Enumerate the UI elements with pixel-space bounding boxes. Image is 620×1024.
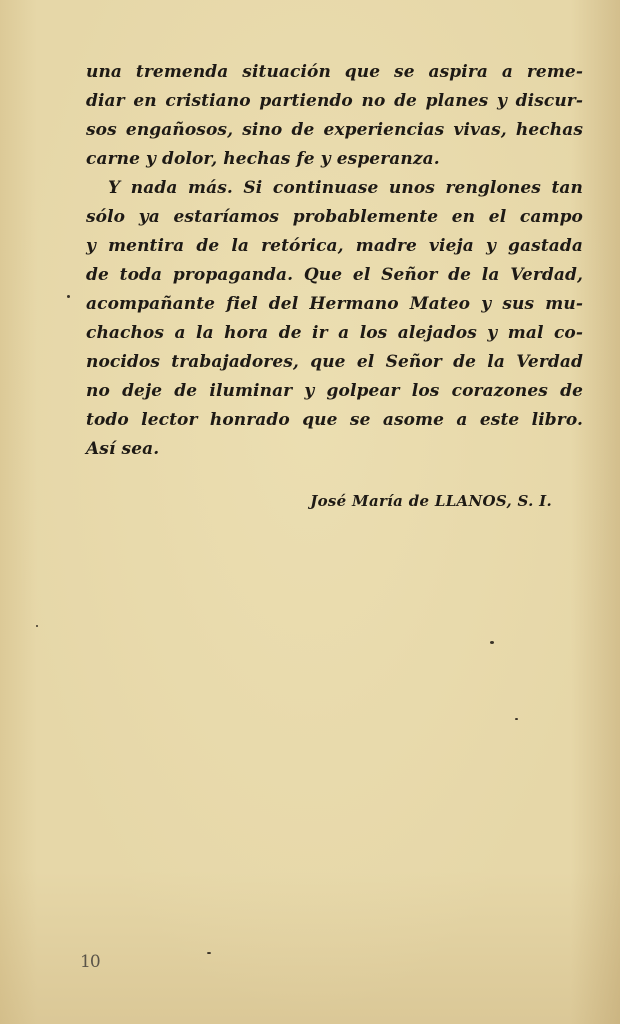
text-line: todo lector honrado que se asome a este libro. — [86, 410, 583, 430]
text-line: y mentira de la retórica, madre vieja y gastada — [86, 236, 583, 256]
text-line: Y nada más. Si continuase unos renglones tan — [108, 178, 583, 198]
text-line: sos engañosos, sino de experiencias vivas, hechas — [86, 120, 583, 140]
text-line: una tremenda situación que se aspira a reme- — [86, 62, 583, 82]
body-text — [86, 58, 583, 464]
text-line: Así sea. — [86, 439, 160, 459]
text-line: chachos a la hora de ir a los alejados y mal co- — [86, 323, 583, 343]
paper-speck — [515, 718, 518, 720]
text-line: carne y dolor, hechas fe y esperanza. — [86, 149, 440, 169]
text-line: nocidos trabajadores, que el Señor de la Verdad — [86, 352, 583, 372]
paper-speck — [207, 952, 211, 954]
page-number: 10 — [80, 952, 100, 972]
text-line: sólo ya estaríamos probablemente en el campo — [86, 207, 583, 227]
text-line: diar en cristiano partiendo no de planes y discur- — [86, 91, 583, 111]
paper-speck — [36, 625, 38, 627]
signature: José María de LLANOS, S. I. — [310, 492, 552, 510]
text-line: no deje de iluminar y golpear los corazones de — [86, 381, 583, 401]
text-line: de toda propaganda. Que el Señor de la Verdad, — [86, 265, 583, 285]
paper-speck — [67, 295, 70, 298]
paper-speck — [490, 641, 494, 644]
text-line: acompañante fiel del Hermano Mateo y sus mu- — [86, 294, 583, 314]
